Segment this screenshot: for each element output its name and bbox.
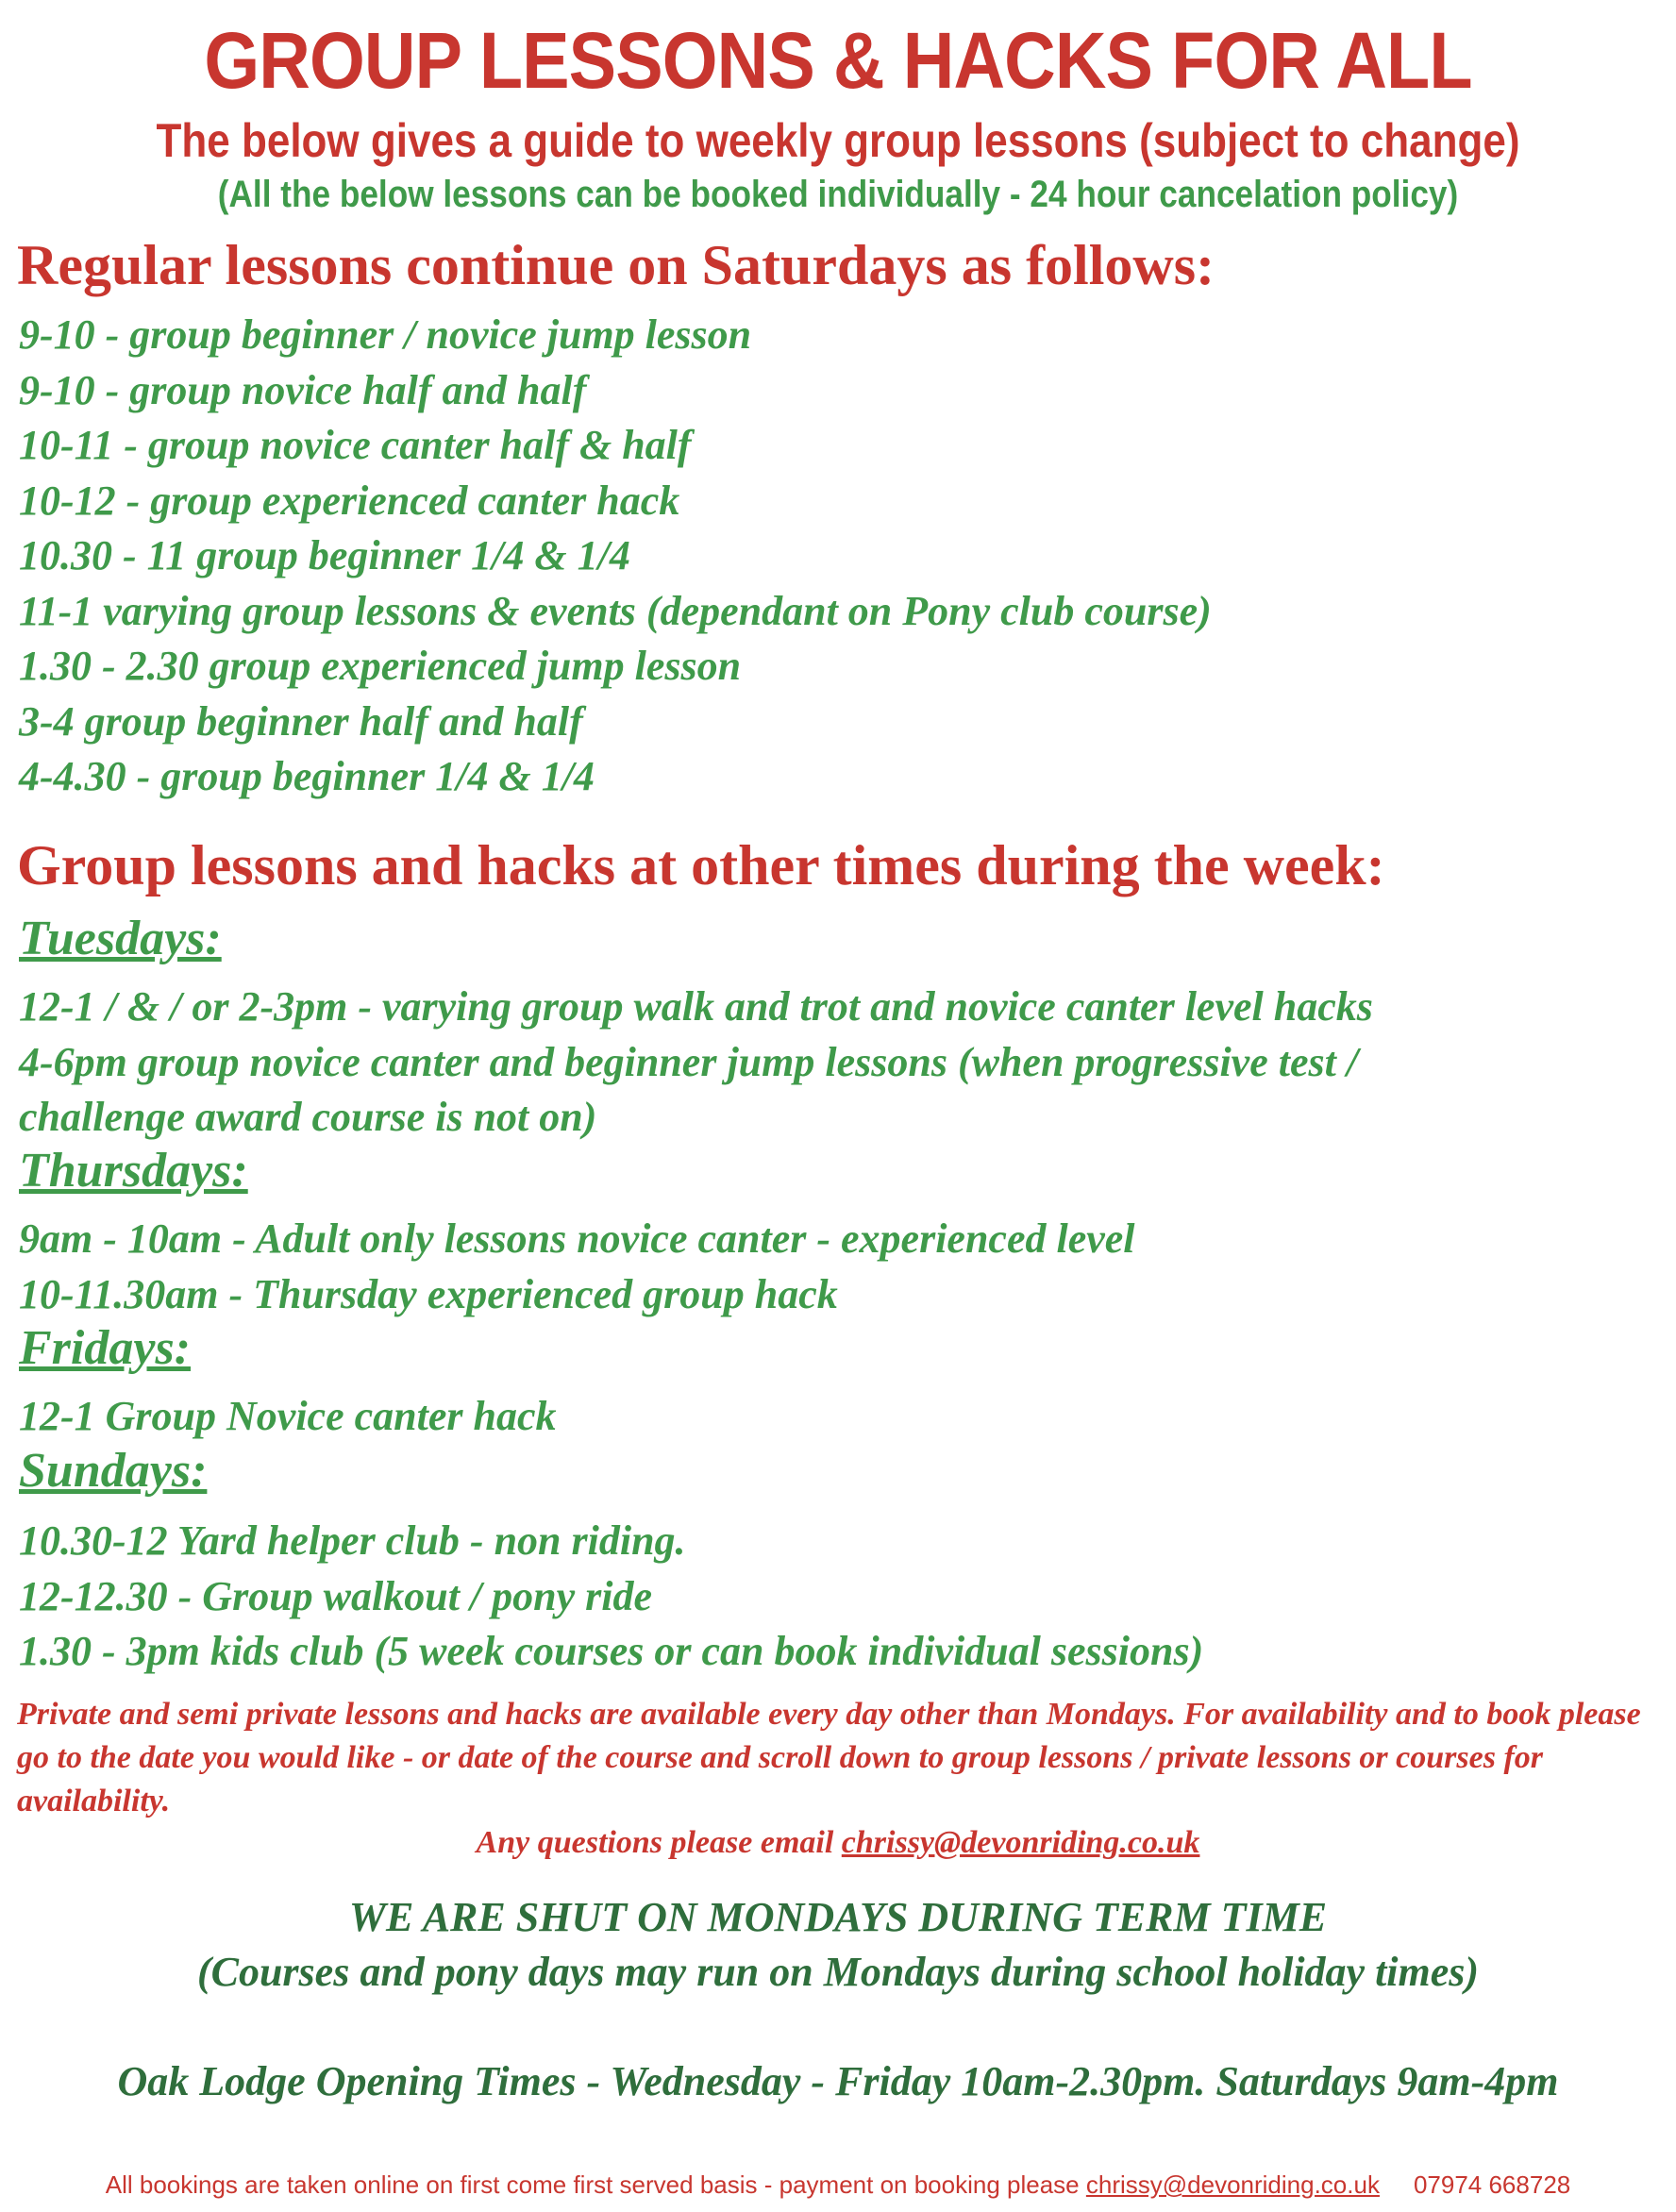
footer — [0, 2170, 1676, 2200]
list-item: 10-11.30am - Thursday experienced group hack — [19, 1270, 838, 1317]
questions-prefix: Any questions please email — [476, 1825, 842, 1860]
list-item: 10.30 - 11 group beginner 1/4 & 1/4 — [19, 532, 630, 578]
list-item: 10.30-12 Yard helper club - non riding. — [19, 1517, 686, 1564]
list-item: 4-6pm group novice canter and beginner jump lessons (when progressive test / — [19, 1038, 1359, 1085]
list-item: 11-1 varying group lessons & events (dependant on Pony club course) — [19, 587, 1212, 634]
week-heading: Group lessons and hacks at other times during the week: — [17, 834, 1385, 897]
list-item: 10-11 - group novice canter half & half — [19, 422, 692, 468]
list-item: challenge award course is not on) — [19, 1094, 597, 1140]
list-item: 10-12 - group experienced canter hack — [19, 477, 680, 524]
email-link[interactable]: chrissy@devonriding.co.uk — [841, 1825, 1200, 1860]
saturday-list — [19, 308, 1212, 805]
list-item: 12-12.30 - Group walkout / pony ride — [19, 1572, 653, 1619]
questions-line — [0, 1825, 1676, 1861]
page-subtitle: The below gives a guide to weekly group lessons (subject to change) — [156, 114, 1520, 167]
footer-text: All bookings are taken online on first come first served basis - payment on booking please — [105, 2170, 1086, 2199]
list-item: 1.30 - 2.30 group experienced jump lesson — [19, 643, 742, 689]
holiday-note: (Courses and pony days may run on Mondays during school holiday times) — [196, 1949, 1480, 1995]
saturday-heading: Regular lessons continue on Saturdays as follows: — [17, 234, 1215, 296]
tuesday-heading: Tuesdays: — [19, 912, 222, 965]
thursday-list — [19, 1212, 1135, 1322]
sunday-heading: Sundays: — [19, 1444, 208, 1498]
opening-times: Oak Lodge Opening Times - Wednesday - Friday 10am-2.30pm. Saturdays 9am-4pm — [117, 2058, 1559, 2104]
sunday-list — [19, 1514, 1203, 1680]
list-item: 9-10 - group beginner / novice jump lesson — [19, 311, 752, 358]
private-lessons-info: Private and semi private lessons and hacks are available every day other than Mondays. For availability and to book please go to the date you would like - or date of the course and scroll down to group lessons / private lessons or courses for availability. — [17, 1697, 1641, 1818]
friday-list — [19, 1389, 557, 1445]
footer-phone: 07974 668728 — [1413, 2170, 1571, 2199]
list-item: 9-10 - group novice half and half — [19, 366, 587, 413]
thursday-heading: Thursdays: — [19, 1144, 248, 1198]
friday-heading: Fridays: — [19, 1321, 191, 1375]
closure-notice: WE ARE SHUT ON MONDAYS DURING TERM TIME — [348, 1894, 1328, 1940]
footer-email-link[interactable]: chrissy@devonriding.co.uk — [1085, 2170, 1380, 2199]
tuesday-list — [19, 980, 1373, 1146]
list-item: 1.30 - 3pm kids club (5 week courses or can book individual sessions) — [19, 1628, 1204, 1674]
page-title: GROUP LESSONS & HACKS FOR ALL — [204, 16, 1472, 105]
list-item: 12-1 / & / or 2-3pm - varying group walk and trot and novice canter level hacks — [19, 983, 1373, 1030]
list-item: 4-4.30 - group beginner 1/4 & 1/4 — [19, 753, 595, 799]
list-item: 12-1 Group Novice canter hack — [19, 1393, 557, 1439]
list-item: 9am - 10am - Adult only lessons novice canter - experienced level — [19, 1215, 1135, 1262]
list-item: 3-4 group beginner half and half — [19, 697, 583, 745]
booking-note: (All the below lessons can be booked individually - 24 hour cancelation policy) — [217, 174, 1459, 215]
